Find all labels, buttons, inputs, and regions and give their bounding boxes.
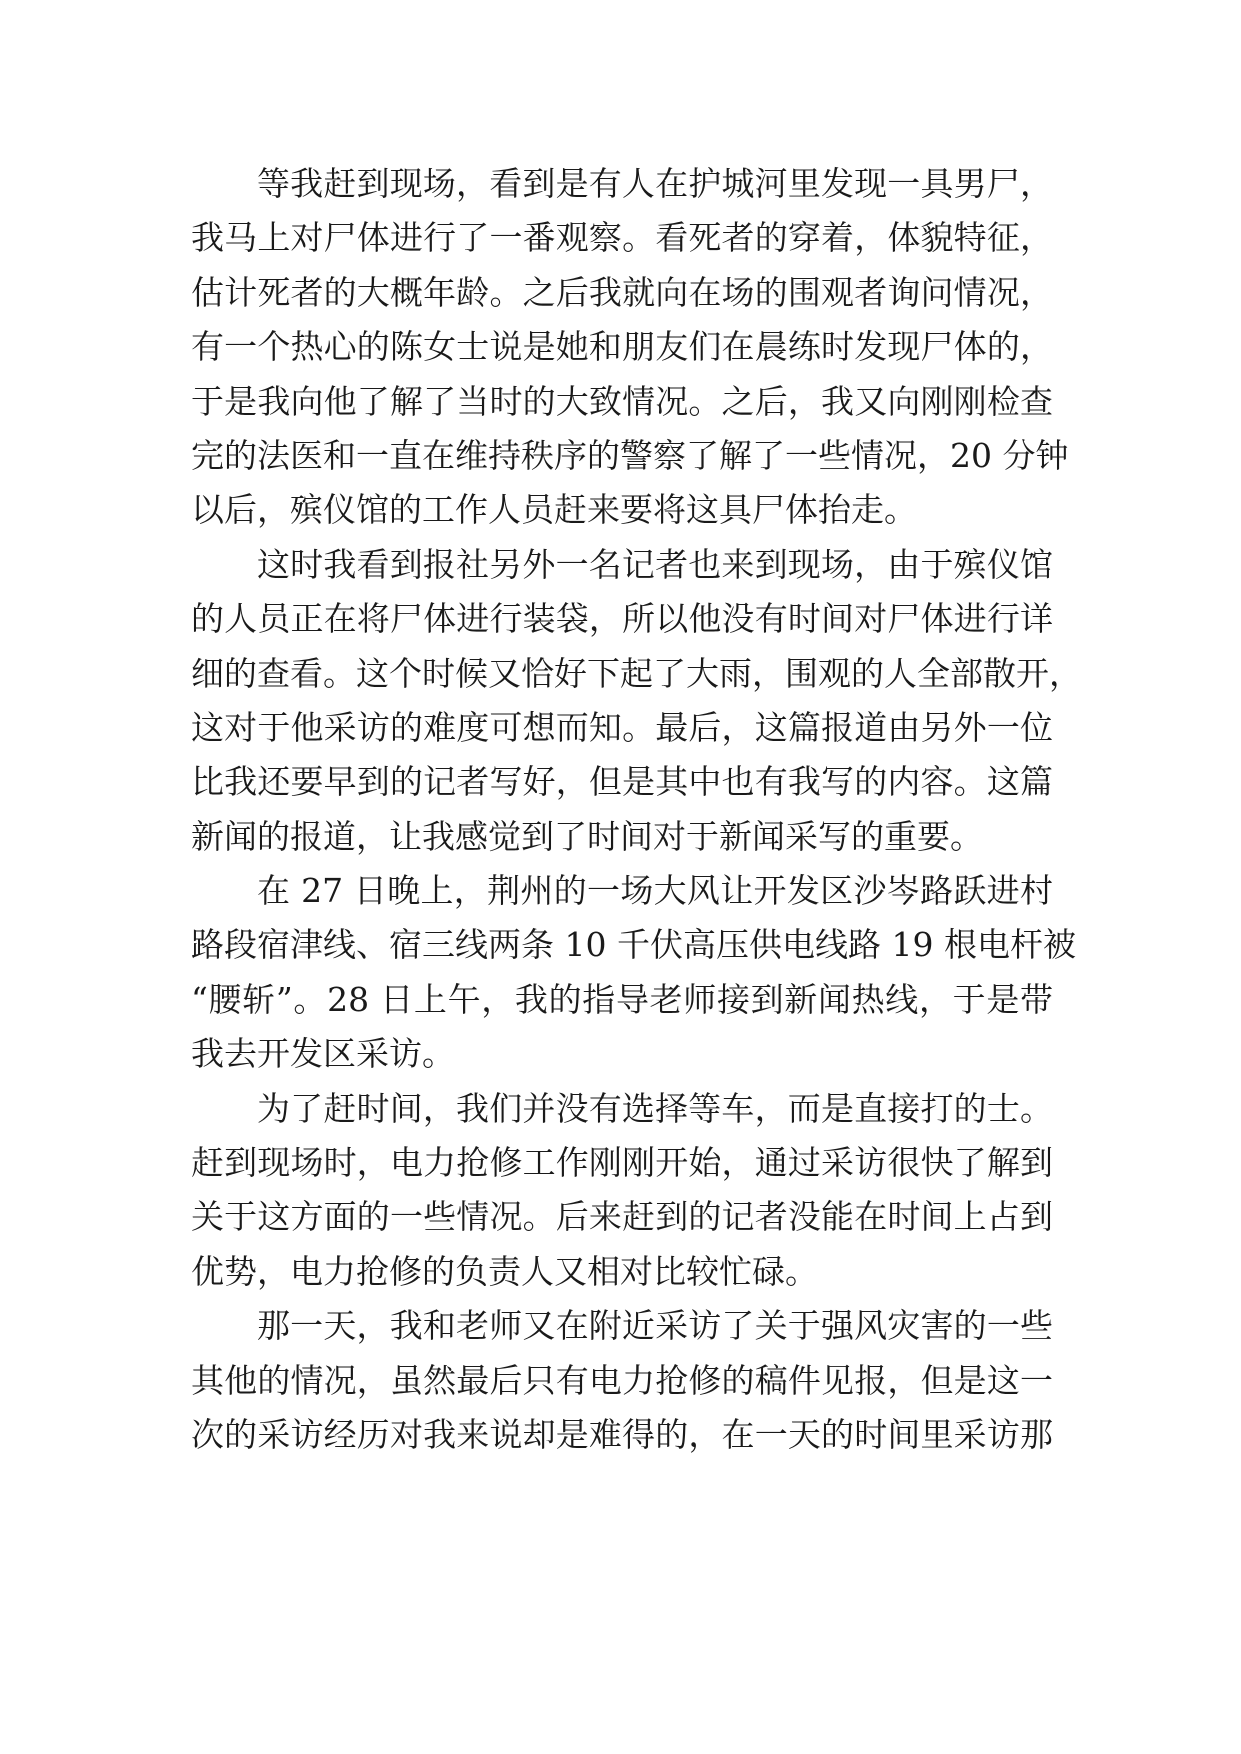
text-line: 有一个热心的陈女士说是她和朋友们在晨练时发现尸体的， [191,327,1053,367]
text-line: 于是我向他了解了当时的大致情况。之后，我又向刚刚检查 [191,381,1053,421]
text-line: 我去开发区采访。 [191,1034,455,1074]
paragraph-2 [191,538,1082,864]
paragraph-3 [191,864,1076,1082]
text-line: 细的查看。这个时候又恰好下起了大雨，围观的人全部散开， [191,653,1082,693]
text-line: 以后，殡仪馆的工作人员赶来要将这具尸体抬走。 [191,490,917,530]
text-line: 那一天，我和老师又在附近采访了关于强风灾害的一些 [257,1306,1053,1346]
text-line: 这对于他采访的难度可想而知。最后，这篇报道由另外一位 [191,707,1053,747]
text-line: 估计死者的大概年龄。之后我就向在场的围观者询问情况， [191,272,1053,312]
paragraph-4 [191,1082,1053,1300]
text-line: 次的采访经历对我来说却是难得的，在一天的时间里采访那 [191,1414,1053,1454]
text-line: 这时我看到报社另外一名记者也来到现场，由于殡仪馆 [257,544,1053,584]
text-line: 比我还要早到的记者写好，但是其中也有我写的内容。这篇 [191,762,1053,802]
text-line: 赶到现场时，电力抢修工作刚刚开始，通过采访很快了解到 [191,1143,1053,1183]
document-body [191,157,1082,1462]
paragraph-1 [191,157,1069,538]
text-line: 完的法医和一直在维持秩序的警察了解了一些情况，20 分钟 [191,435,1069,475]
text-line: 在 27 日晚上，荆州的一场大风让开发区沙岑路跃进村 [257,871,1053,911]
text-line: 优势，电力抢修的负责人又相对比较忙碌。 [191,1251,818,1291]
paragraph-5 [191,1299,1053,1462]
text-line: 路段宿津线、宿三线两条 10 千伏高压供电线路 19 根电杆被 [191,925,1076,965]
text-line: 新闻的报道，让我感觉到了时间对于新闻采写的重要。 [191,816,983,856]
text-line: 的人员正在将尸体进行装袋，所以他没有时间对尸体进行详 [191,599,1053,639]
text-line: 为了赶时间，我们并没有选择等车，而是直接打的士。 [257,1088,1053,1128]
text-line: 我马上对尸体进行了一番观察。看死者的穿着，体貌特征， [191,218,1053,258]
text-line: 等我赶到现场，看到是有人在护城河里发现一具男尸， [257,164,1053,203]
text-line: 关于这方面的一些情况。后来赶到的记者没能在时间上占到 [191,1197,1053,1237]
text-line: “腰斩”。28 日上午，我的指导老师接到新闻热线，于是带 [191,979,1053,1019]
text-line: 其他的情况，虽然最后只有电力抢修的稿件见报，但是这一 [191,1360,1053,1400]
